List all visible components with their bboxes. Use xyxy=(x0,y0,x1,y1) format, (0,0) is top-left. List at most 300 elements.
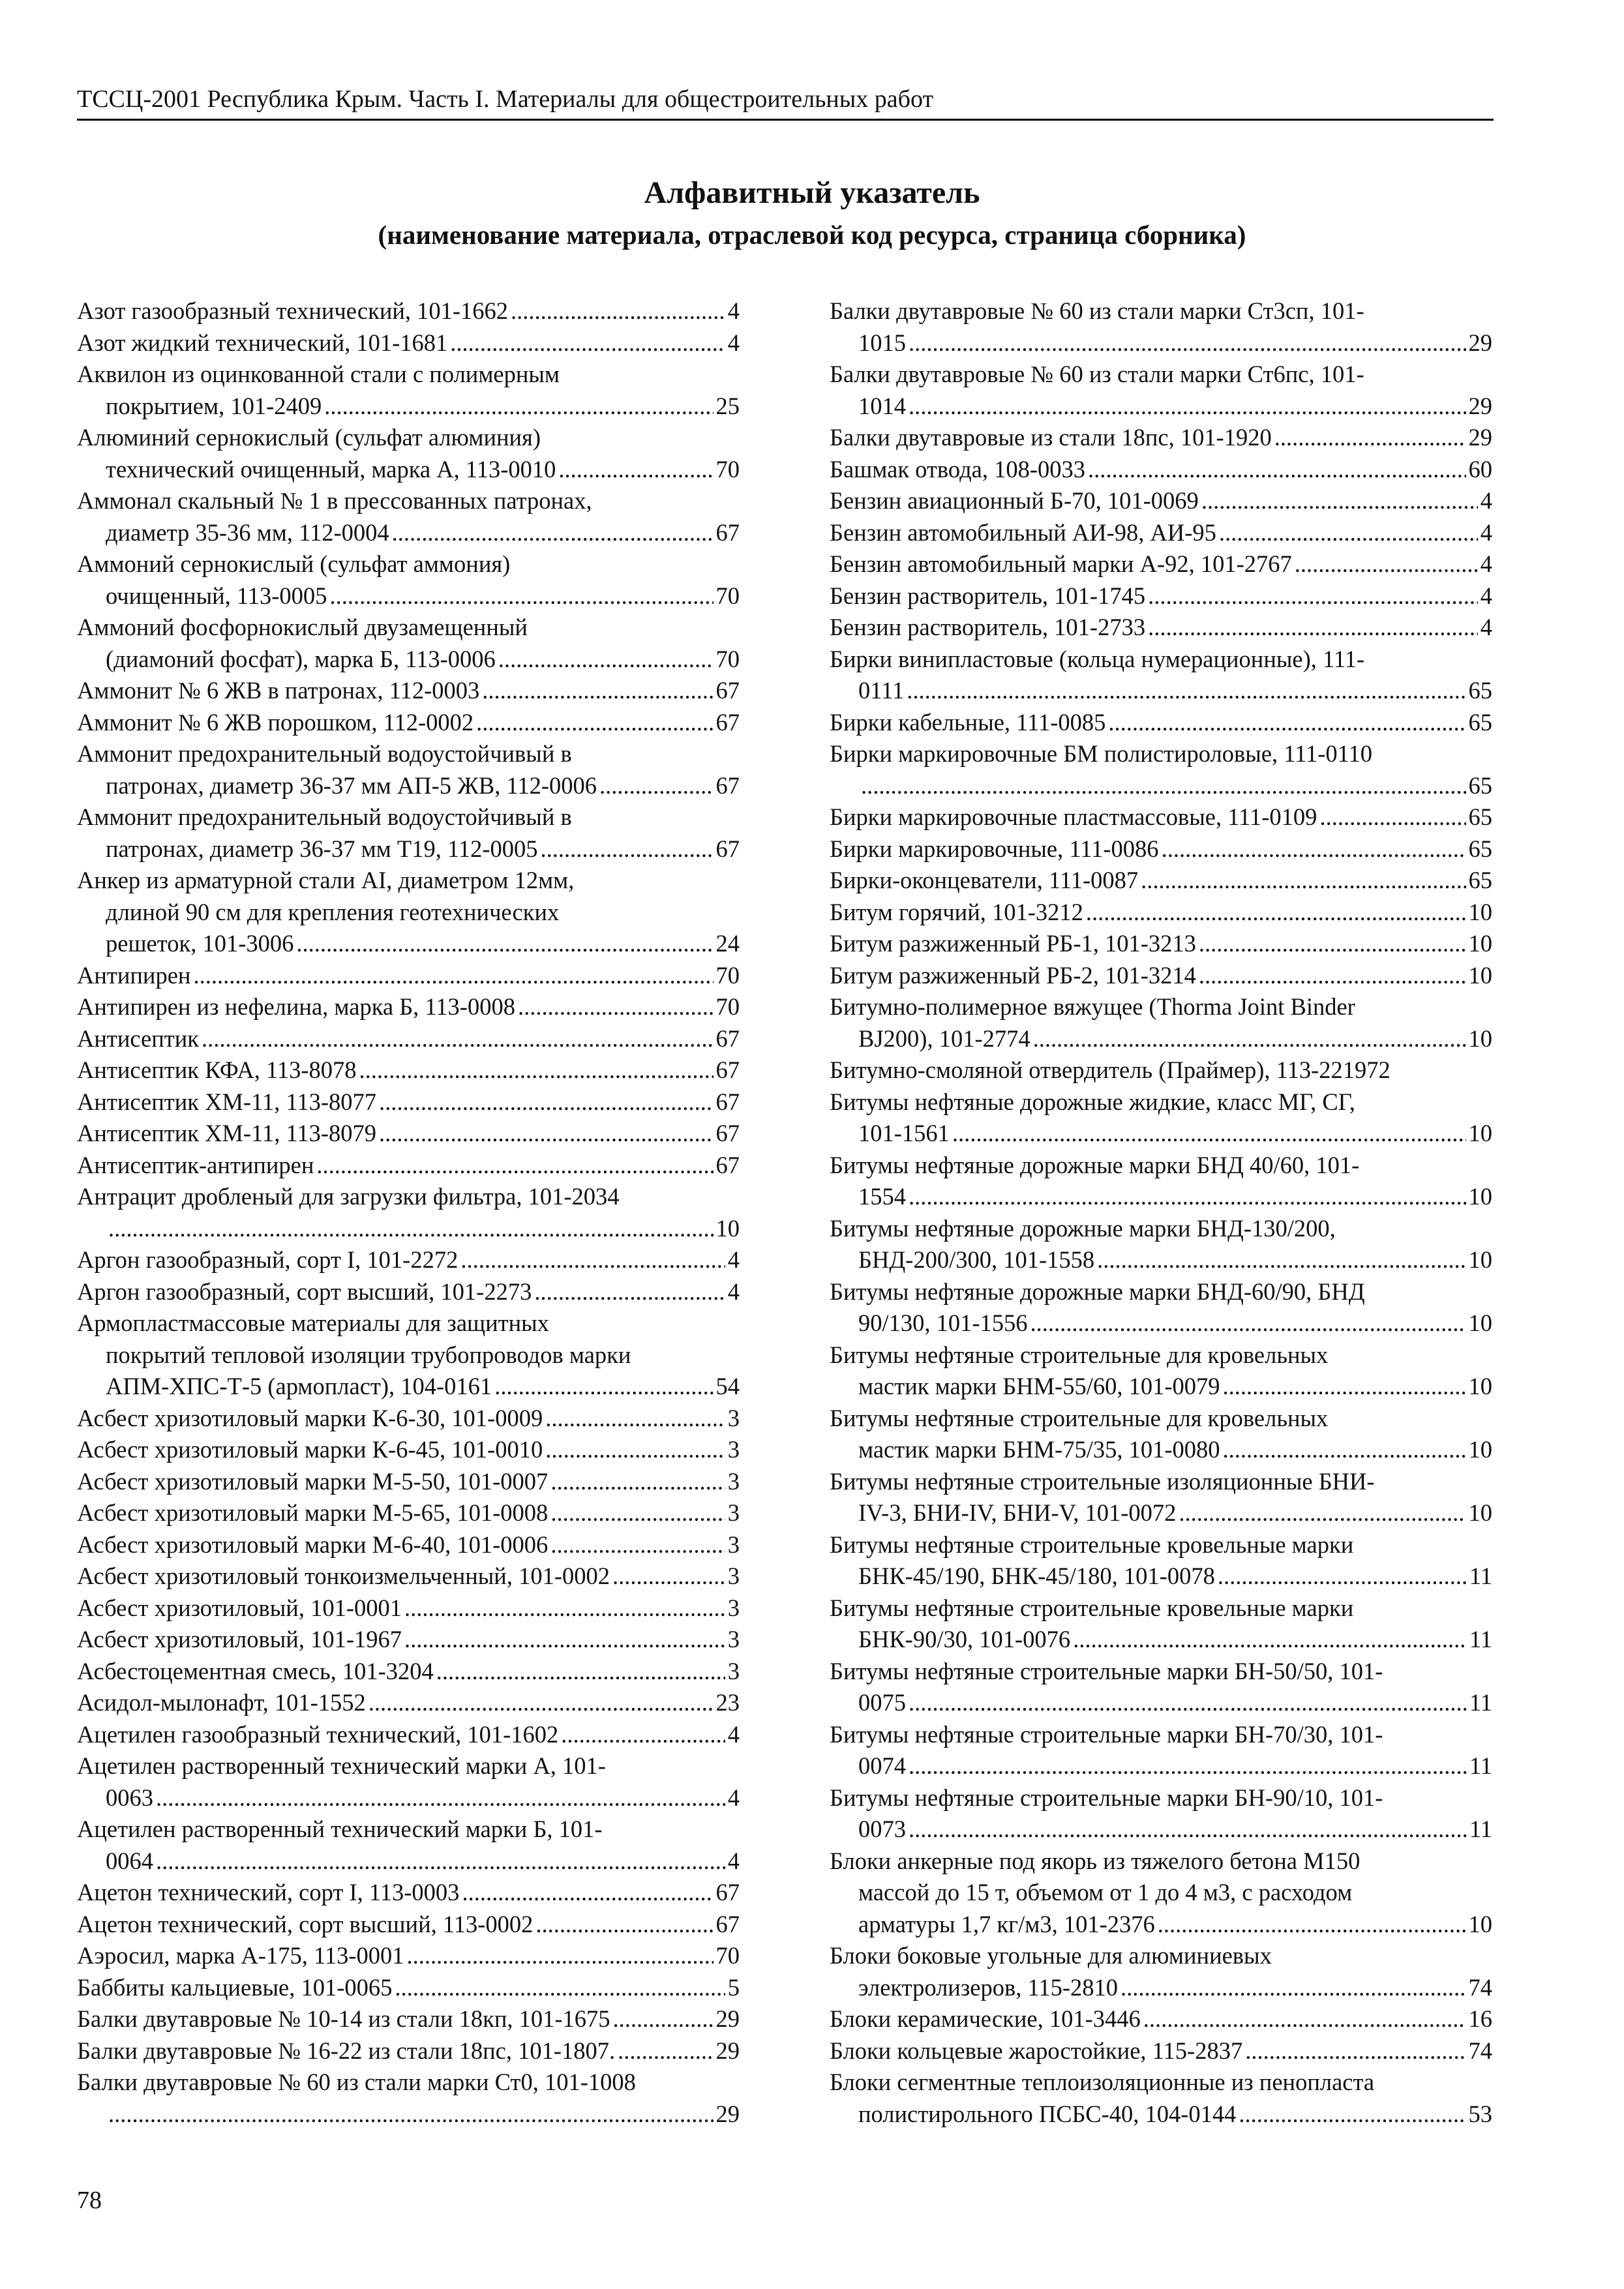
index-entry xyxy=(77,707,740,739)
index-column-right xyxy=(830,295,1492,2130)
dot-leader xyxy=(550,1529,725,1561)
index-entry-page: 3 xyxy=(727,1499,740,1526)
index-entry xyxy=(77,2003,740,2035)
index-entry xyxy=(830,833,1492,865)
dot-leader xyxy=(1033,1023,1466,1055)
index-entry-page: 65 xyxy=(1468,867,1492,893)
dot-leader xyxy=(550,1497,725,1529)
index-entry xyxy=(77,1972,740,2004)
index-entry xyxy=(77,1687,740,1719)
dot-leader xyxy=(909,327,1466,359)
index-entry-text: электролизеров, 115-2810 xyxy=(858,1973,1118,2001)
index-entry xyxy=(77,1909,740,1941)
index-entry-text: БНК-90/30, 101-0076 xyxy=(858,1626,1071,1653)
index-entry-text: Бирки маркировочные БМ полистироловые, 111-0110 xyxy=(830,740,1373,767)
index-entry-text: 0111 xyxy=(858,677,905,704)
index-entry-text: Битумы нефтяные строительные марки БН-90/10, 101- xyxy=(830,1784,1383,1811)
index-entry-page: 10 xyxy=(1468,1373,1492,1399)
index-entry-text: Битумы нефтяные строительные кровельные марки xyxy=(830,1594,1354,1621)
index-entry-page: 4 xyxy=(727,1720,740,1748)
index-entry-page: 4 xyxy=(1480,614,1492,640)
dot-leader xyxy=(909,1814,1467,1846)
index-entry xyxy=(77,1276,740,1308)
index-entry-page: 3 xyxy=(727,1531,740,1558)
index-entry-page: 3 xyxy=(727,1436,740,1463)
index-entry-text: Бирки маркировочные, 111-0086 xyxy=(830,835,1159,862)
index-entry-page: 65 xyxy=(1468,803,1492,830)
index-entry-page: 10 xyxy=(1468,1120,1492,1146)
index-entry-page: 11 xyxy=(1469,1752,1492,1779)
index-entry-text: Битумно-смоляной отвердитель (Праймер), 113-221972 xyxy=(830,1056,1391,1083)
dot-leader xyxy=(1108,707,1466,739)
index-entry xyxy=(77,1561,740,1593)
index-entry-text: Битумы нефтяные строительные кровельные марки xyxy=(830,1531,1354,1558)
index-entry-page: 4 xyxy=(1480,518,1492,546)
index-entry xyxy=(77,801,740,865)
index-entry xyxy=(77,675,740,707)
index-entry xyxy=(830,422,1492,454)
index-entry-text: Асбест хризотиловый, 101-1967 xyxy=(77,1626,402,1653)
dot-leader xyxy=(1295,548,1478,580)
dot-leader xyxy=(561,1719,725,1751)
dot-leader xyxy=(462,1877,713,1909)
index-entry-page: 54 xyxy=(715,1373,740,1399)
index-entry xyxy=(830,1086,1492,1150)
index-entry-page: 5 xyxy=(727,1973,740,2001)
dot-leader xyxy=(1274,422,1466,454)
index-entry-text: патронах, диаметр 36-37 мм Т19, 112-0005 xyxy=(106,835,538,862)
dot-leader xyxy=(1162,833,1466,865)
index-entry xyxy=(830,1055,1492,1086)
dot-leader xyxy=(541,833,714,865)
running-header: ТССЦ-2001 Республика Крым. Часть I. Материалы для общестроительных работ xyxy=(77,83,1494,121)
index-entry xyxy=(830,1846,1492,1941)
index-entry-page: 10 xyxy=(1468,1499,1492,1526)
index-entry-page: 70 xyxy=(715,1942,740,1969)
index-entry-text: Битумы нефтяные дорожные жидкие, класс МГ, СГ, xyxy=(830,1088,1355,1115)
index-entry-page: 67 xyxy=(715,677,740,704)
index-entry-text: Антисептик КФА, 113-8078 xyxy=(77,1056,357,1083)
index-entry-text: Бензин растворитель, 101-1745 xyxy=(830,582,1146,609)
dot-leader xyxy=(460,1244,725,1276)
index-entry-text: Бензин авиационный Б-70, 101-0069 xyxy=(830,487,1199,514)
index-entry-page: 70 xyxy=(715,961,740,989)
index-entry-page: 10 xyxy=(1468,898,1492,925)
dot-leader xyxy=(1120,1972,1466,2004)
dot-leader xyxy=(1219,517,1478,549)
index-entry-text: Балки двутавровые № 60 из стали марки Ст6пс, 101- xyxy=(830,361,1364,387)
index-entry-page: 25 xyxy=(715,392,740,419)
index-entry-page: 4 xyxy=(727,297,740,324)
index-entry xyxy=(830,991,1492,1055)
index-entry-page: 67 xyxy=(715,771,740,799)
index-entry xyxy=(77,1466,740,1498)
index-entry-text: Бензин автомобильный АИ-98, АИ-95 xyxy=(830,518,1216,546)
index-entry-text: Антрацит дробленый для загрузки фильтра, 101-2034 xyxy=(77,1183,620,1210)
dot-leader xyxy=(392,517,714,549)
index-entry-page: 67 xyxy=(715,1120,740,1146)
index-entry-page: 67 xyxy=(715,1056,740,1083)
dot-leader xyxy=(1086,897,1466,929)
index-entry-page: 74 xyxy=(1468,2037,1492,2064)
index-entry-text: Битум горячий, 101-3212 xyxy=(830,898,1083,925)
dot-leader xyxy=(296,928,713,960)
dot-leader xyxy=(1199,928,1466,960)
index-entry-text: 1554 xyxy=(858,1183,906,1210)
index-entry-text: 1015 xyxy=(858,329,906,356)
index-entry-text: Битумно-полимерное вяжущее (Thorma Joint Binder xyxy=(830,993,1355,1020)
index-entry-text: Аммоний сернокислый (сульфат аммония) xyxy=(77,550,511,577)
index-entry-text: Аэросил, марка А-175, 113-0001 xyxy=(77,1942,404,1969)
dot-leader xyxy=(558,454,713,486)
dot-leader xyxy=(1143,2003,1466,2035)
index-entry-text: Аквилон из оцинкованной стали с полимерным xyxy=(77,361,560,387)
index-entry-page: 65 xyxy=(1468,835,1492,862)
index-entry-page: 3 xyxy=(727,1657,740,1684)
index-entry-text: 101-1561 xyxy=(858,1120,950,1146)
index-entry-text: Асбест хризотиловый тонкоизмельченный, 101-0002 xyxy=(77,1563,610,1589)
index-entry xyxy=(77,359,740,422)
index-entry xyxy=(830,960,1492,992)
index-entry-page: 4 xyxy=(727,329,740,356)
index-entry-text: Аргон газообразный, сорт высший, 101-2273 xyxy=(77,1278,532,1305)
index-entry xyxy=(77,548,740,612)
dot-leader xyxy=(545,1434,725,1466)
dot-leader xyxy=(1097,1244,1466,1276)
index-entry-text: Аммонал скальный № 1 в прессованных патронах, xyxy=(77,487,592,514)
index-entry-page: 70 xyxy=(715,582,740,609)
index-entry-text: Балки двутавровые № 60 из стали марки Ст0, 101-1008 xyxy=(77,2069,636,2095)
index-entry-text: Битумы нефтяные дорожные марки БНД 40/60, 101- xyxy=(830,1151,1360,1178)
dot-leader xyxy=(909,1687,1467,1719)
index-entry-text: Битум разжиженный РБ-1, 101-3213 xyxy=(830,930,1196,957)
index-entry-text: Асбест хризотиловый марки К-6-45, 101-0010 xyxy=(77,1436,543,1463)
index-entry xyxy=(77,1023,740,1055)
dot-leader xyxy=(156,1782,725,1814)
index-entry-page: 24 xyxy=(715,930,740,957)
index-entry xyxy=(77,1434,740,1466)
dot-leader xyxy=(329,580,713,612)
dot-leader xyxy=(494,1371,713,1403)
index-entry-text: Антисептик-антипирен xyxy=(77,1151,314,1178)
index-entry-text: БНК-45/190, БНК-45/180, 101-0078 xyxy=(858,1563,1215,1589)
dot-leader xyxy=(450,327,725,359)
index-entry xyxy=(77,865,740,960)
dot-leader xyxy=(909,1181,1466,1213)
dot-leader xyxy=(534,1276,725,1308)
index-entry-text: 90/130, 101-1556 xyxy=(858,1309,1028,1336)
dot-leader xyxy=(1148,612,1478,644)
dot-leader xyxy=(359,1055,714,1086)
dot-leader xyxy=(156,1846,725,1878)
dot-leader xyxy=(324,391,713,423)
dot-leader xyxy=(1179,1497,1466,1529)
index-entry-page: 60 xyxy=(1468,455,1492,483)
dot-leader xyxy=(1223,1371,1466,1403)
index-entry-page: 4 xyxy=(727,1278,740,1305)
index-column-left xyxy=(77,295,740,2130)
index-entry-text: Аммонит № 6 ЖВ порошком, 112-0002 xyxy=(77,708,474,736)
dot-leader xyxy=(1141,865,1466,897)
index-entry-text: Баббиты кальциевые, 101-0065 xyxy=(77,1973,393,2001)
index-entry-text: очищенный, 113-0005 xyxy=(106,582,327,609)
index-entry xyxy=(77,1656,740,1688)
index-entry-page: 10 xyxy=(1468,1183,1492,1210)
index-entry-page: 10 xyxy=(1468,1910,1492,1937)
index-entry-page: 67 xyxy=(715,1151,740,1178)
index-entry xyxy=(830,359,1492,422)
dot-leader xyxy=(613,2003,714,2035)
index-entry-page: 29 xyxy=(715,2037,740,2064)
index-entry-text: покрытием, 101-2409 xyxy=(106,392,322,419)
index-entry-page: 3 xyxy=(727,1467,740,1495)
index-entry-text: Блоки керамические, 101-3446 xyxy=(830,2005,1141,2032)
index-entry xyxy=(830,1213,1492,1276)
index-entry-text: Балки двутавровые № 16-22 из стали 18пс, 101-1807. xyxy=(77,2037,616,2064)
index-entry xyxy=(830,1719,1492,1782)
index-entry-page: 23 xyxy=(715,1689,740,1716)
dot-leader xyxy=(436,1656,725,1688)
dot-leader xyxy=(1158,1909,1466,1941)
index-entry-text: Бензин растворитель, 101-2733 xyxy=(830,614,1146,640)
dot-leader xyxy=(1319,801,1466,833)
index-entry xyxy=(830,1276,1492,1339)
index-entry-text: Блоки кольцевые жаростойкие, 115-2837 xyxy=(830,2037,1243,2064)
index-entry-text: Асбест хризотиловый марки К-6-30, 101-0009 xyxy=(77,1404,543,1431)
index-entry-page: 10 xyxy=(1468,1309,1492,1336)
index-entry xyxy=(830,707,1492,739)
index-entry xyxy=(77,1086,740,1118)
index-entry-text: массой до 15 т, объемом от 1 до 4 м3, с расходом xyxy=(858,1879,1353,1906)
index-entry-text: Антисептик ХМ-11, 113-8077 xyxy=(77,1088,377,1115)
index-entry-text: IV-3, БНИ-IV, БНИ-V, 101-0072 xyxy=(858,1499,1177,1526)
index-entry xyxy=(77,1593,740,1624)
index-entry-text: 0075 xyxy=(858,1689,906,1716)
index-entry-page: 4 xyxy=(727,1784,740,1811)
index-entry-page: 11 xyxy=(1469,1626,1492,1653)
index-entry xyxy=(830,1656,1492,1719)
index-entry-text: Балки двутавровые № 10-14 из стали 18кп, 101-1675 xyxy=(77,2005,610,2032)
dot-leader xyxy=(612,1561,725,1593)
index-entry-page: 10 xyxy=(1468,961,1492,989)
index-entry-text: Анкер из арматурной стали AI, диаметром 12мм, xyxy=(77,867,575,893)
index-entry-text: полистирольного ПСБС-40, 104-0144 xyxy=(858,2100,1237,2127)
index-entry-page: 65 xyxy=(1468,708,1492,736)
dot-leader xyxy=(202,1023,714,1055)
index-entry-text: Битумы нефтяные строительные марки БН-70/30, 101- xyxy=(830,1720,1383,1748)
index-entry-page: 4 xyxy=(727,1246,740,1273)
index-entry xyxy=(830,1466,1492,1529)
index-entry xyxy=(830,1529,1492,1593)
index-entry-text: Аммонит предохранительный водоустойчивый в xyxy=(77,740,572,767)
index-entry xyxy=(77,738,740,801)
index-entry-text: Азот жидкий технический, 101-1681 xyxy=(77,329,448,356)
dot-leader xyxy=(1148,580,1478,612)
index-entry-page: 53 xyxy=(1468,2100,1492,2127)
index-entry xyxy=(77,1497,740,1529)
index-entry-text: Асидол-мылонафт, 101-1552 xyxy=(77,1689,366,1716)
index-entry-text: Антипирен из нефелина, марка Б, 113-0008 xyxy=(77,993,515,1020)
index-entry-text: технический очищенный, марка А, 113-0010 xyxy=(106,455,556,483)
index-entry-page: 67 xyxy=(715,1910,740,1937)
index-entry-page: 10 xyxy=(1468,1025,1492,1052)
dot-leader xyxy=(511,295,725,327)
dot-leader xyxy=(550,1466,725,1498)
index-entry-page: 67 xyxy=(715,1879,740,1906)
index-entry xyxy=(77,1181,740,1244)
index-entry xyxy=(77,1940,740,1972)
index-entry xyxy=(830,580,1492,612)
dot-leader xyxy=(476,707,713,739)
index-entry-text: Бирки винипластовые (кольца нумерационные), 111- xyxy=(830,645,1365,672)
index-entry-page: 3 xyxy=(727,1563,740,1589)
index-entry-page: 11 xyxy=(1469,1816,1492,1842)
index-entry-page: 11 xyxy=(1469,1563,1492,1589)
index-entry-text: Ацетилен растворенный технический марки А, 101- xyxy=(77,1752,606,1779)
dot-leader xyxy=(535,1909,713,1941)
index-entry xyxy=(830,801,1492,833)
dot-leader xyxy=(316,1150,713,1182)
index-entry xyxy=(830,1150,1492,1213)
index-entry-page: 3 xyxy=(727,1626,740,1653)
index-entry xyxy=(77,1877,740,1909)
dot-leader xyxy=(368,1687,714,1719)
index-entry-page: 67 xyxy=(715,518,740,546)
dot-leader xyxy=(1088,454,1466,486)
index-entry xyxy=(830,612,1492,644)
index-entry xyxy=(77,960,740,992)
index-entry xyxy=(830,295,1492,359)
index-entry xyxy=(77,1814,740,1877)
index-entry xyxy=(830,1593,1492,1656)
index-entry-text: BJ200), 101-2774 xyxy=(858,1025,1030,1052)
index-entry-page: 10 xyxy=(1468,930,1492,957)
index-entry-page: 3 xyxy=(727,1404,740,1431)
index-entry xyxy=(830,897,1492,929)
dot-leader xyxy=(108,1213,714,1245)
index-entry-text: 0063 xyxy=(106,1784,153,1811)
index-entry-page: 70 xyxy=(715,645,740,672)
index-entry-text: Битумы нефтяные дорожные марки БНД-60/90, БНД xyxy=(830,1278,1365,1305)
index-entry-page: 29 xyxy=(1468,392,1492,419)
index-entry-text: патронах, диаметр 36-37 мм АП-5 ЖВ, 112-0006 xyxy=(106,771,597,799)
index-entry-text: Асбестоцементная смесь, 101-3204 xyxy=(77,1657,434,1684)
index-entry xyxy=(830,485,1492,517)
dot-leader xyxy=(1073,1624,1467,1656)
index-entry-text: 1014 xyxy=(858,392,906,419)
index-entry xyxy=(77,991,740,1023)
index-entry-page: 29 xyxy=(715,2100,740,2127)
index-entry xyxy=(830,1403,1492,1466)
index-entry-text: Ацетилен растворенный технический марки Б, 101- xyxy=(77,1816,603,1842)
index-entry-text: Битумы нефтяные строительные изоляционные БНИ- xyxy=(830,1467,1375,1495)
index-entry xyxy=(830,517,1492,549)
dot-leader xyxy=(618,2035,713,2067)
dot-leader xyxy=(1245,2035,1466,2067)
index-entry-text: БНД-200/300, 101-1558 xyxy=(858,1246,1095,1273)
index-entry xyxy=(830,738,1492,801)
index-entry-text: 0074 xyxy=(858,1752,906,1779)
index-title: Алфавитный указатель xyxy=(644,175,980,210)
index-entry-text: 0064 xyxy=(106,1847,153,1874)
index-entry-text: Аммонит № 6 ЖВ в патронах, 112-0003 xyxy=(77,677,480,704)
index-entry-text: АПМ-ХПС-Т-5 (армопласт), 104-0161 xyxy=(106,1373,492,1399)
index-entry xyxy=(830,1782,1492,1846)
index-entry-page: 3 xyxy=(727,1594,740,1621)
index-entry-text: 0073 xyxy=(858,1816,906,1842)
index-entry-text: Блоки сегментные теплоизоляционные из пенопласта xyxy=(830,2069,1375,2095)
index-entry xyxy=(830,1940,1492,2003)
index-entry-text: решеток, 101-3006 xyxy=(106,930,294,957)
index-entry-page: 74 xyxy=(1468,1973,1492,2001)
dot-leader xyxy=(1199,960,1466,992)
index-entry-text: Аммонит предохранительный водоустойчивый в xyxy=(77,803,572,830)
index-entry-text: Бирки-оконцеватели, 111-0087 xyxy=(830,867,1139,893)
index-entry-text: (диамоний фосфат), марка Б, 113-0006 xyxy=(106,645,496,672)
dot-leader xyxy=(1239,2099,1466,2131)
index-entry-text: Антисептик xyxy=(77,1025,199,1052)
index-entry-text: покрытий тепловой изоляции трубопроводов марки xyxy=(106,1341,631,1368)
dot-leader xyxy=(599,770,714,802)
dot-leader xyxy=(1218,1561,1467,1593)
dot-leader xyxy=(1201,485,1478,517)
index-entry xyxy=(830,548,1492,580)
dot-leader xyxy=(909,391,1466,423)
dot-leader xyxy=(498,644,714,676)
index-entry xyxy=(77,1308,740,1403)
index-entry-text: Ацетилен газообразный технический, 101-1602 xyxy=(77,1720,559,1748)
dot-leader xyxy=(861,770,1466,802)
index-entry-text: Армопластмассовые материалы для защитных xyxy=(77,1309,549,1336)
index-entry-page: 65 xyxy=(1468,771,1492,799)
dot-leader xyxy=(395,1972,725,2004)
index-entry-page: 67 xyxy=(715,1088,740,1115)
index-entry-page: 4 xyxy=(1480,582,1492,609)
dot-leader xyxy=(907,675,1466,707)
index-entry-page: 11 xyxy=(1469,1689,1492,1716)
index-entry xyxy=(77,1150,740,1182)
index-entry-page: 70 xyxy=(715,993,740,1020)
index-entry-text: мастик марки БНМ-75/35, 101-0080 xyxy=(858,1436,1220,1463)
index-entry-page: 4 xyxy=(1480,550,1492,577)
index-entry-text: Асбест хризотиловый марки М-5-65, 101-0008 xyxy=(77,1499,549,1526)
index-entry-text: Битумы нефтяные строительные для кровельных xyxy=(830,1341,1329,1368)
index-entry xyxy=(830,454,1492,486)
index-entry-page: 67 xyxy=(715,708,740,736)
index-entry-page: 29 xyxy=(715,2005,740,2032)
index-entry-text: Аргон газообразный, сорт I, 101-2272 xyxy=(77,1246,459,1273)
index-entry-text: диаметр 35-36 мм, 112-0004 xyxy=(106,518,389,546)
index-entry-text: Алюминий сернокислый (сульфат алюминия) xyxy=(77,424,541,451)
index-entry-text: Асбест хризотиловый марки М-5-50, 101-0007 xyxy=(77,1467,549,1495)
index-entry xyxy=(77,1719,740,1751)
index-entry-text: Ацетон технический, сорт I, 113-0003 xyxy=(77,1879,460,1906)
index-entry-page: 29 xyxy=(1468,329,1492,356)
index-entry-page: 67 xyxy=(715,835,740,862)
index-entry-text: Ацетон технический, сорт высший, 113-0002 xyxy=(77,1910,534,1937)
index-entry xyxy=(77,1403,740,1435)
index-entry-text: Битумы нефтяные строительные марки БН-50/50, 101- xyxy=(830,1657,1383,1684)
index-entry-page: 67 xyxy=(715,1025,740,1052)
index-entry xyxy=(77,1055,740,1086)
index-entry-page: 4 xyxy=(1480,487,1492,514)
index-entry-text: Азот газообразный технический, 101-1662 xyxy=(77,297,509,324)
dot-leader xyxy=(952,1118,1466,1150)
index-subtitle: (наименование материала, отраслевой код ресурса, страница сборника) xyxy=(378,220,1246,250)
index-entry xyxy=(830,2067,1492,2130)
index-entry xyxy=(77,295,740,327)
index-entry-text: Балки двутавровые из стали 18пс, 101-1920 xyxy=(830,424,1272,451)
